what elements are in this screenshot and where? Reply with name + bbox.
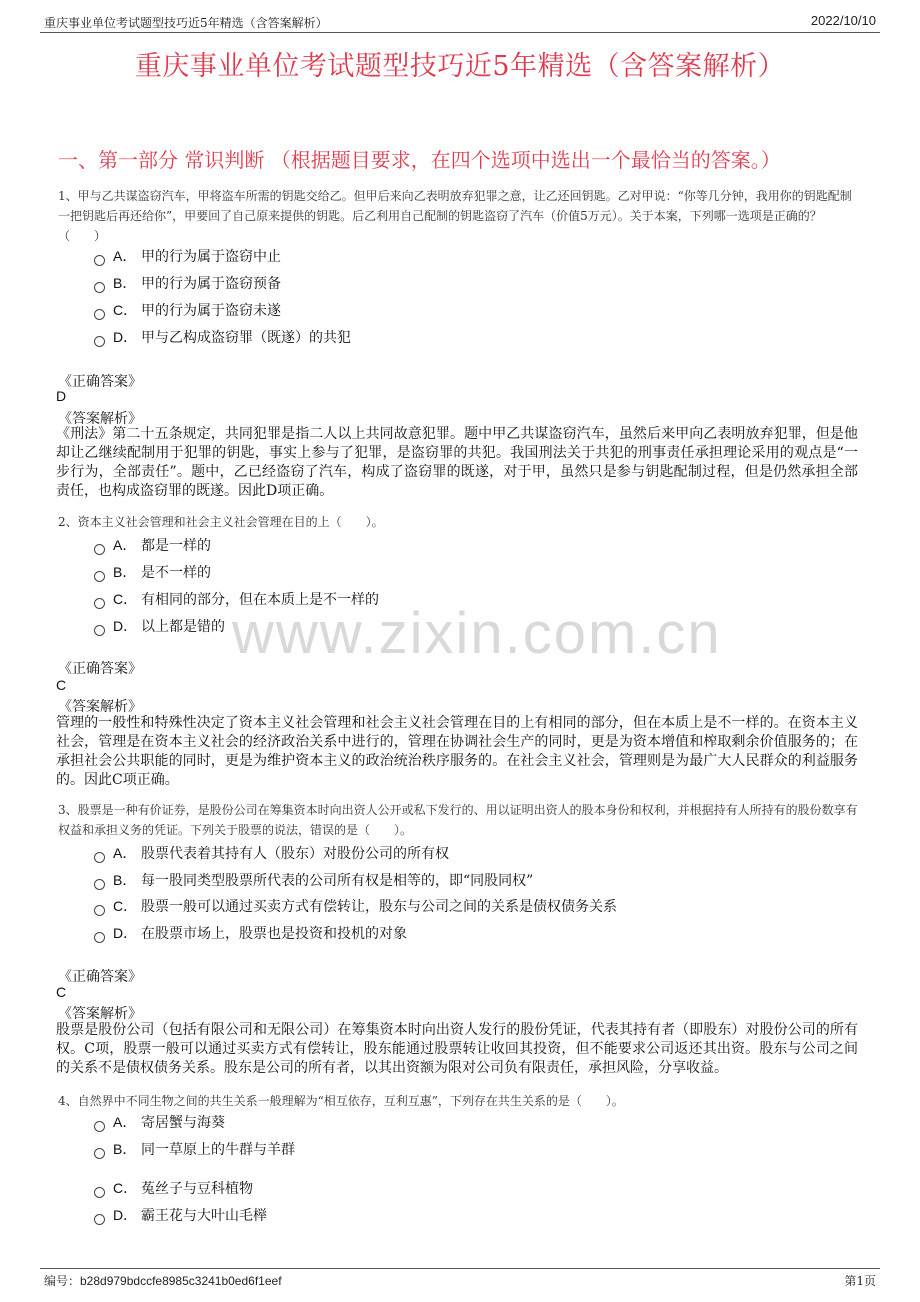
radio-icon[interactable] <box>94 255 105 266</box>
header-doc-title: 重庆事业单位考试题型技巧近5年精选（含答案解析） <box>44 16 328 30</box>
footer-divider <box>40 1268 880 1269</box>
correct-answer: C <box>56 984 67 1000</box>
option-d[interactable]: D． 在股票市场上，股票也是投资和投机的对象 <box>94 923 407 943</box>
radio-icon[interactable] <box>94 879 105 890</box>
analysis-text: 《刑法》第二十五条规定，共同犯罪是指二人以上共同故意犯罪。题中甲乙共谋盗窃汽车，虽然后来甲向乙表明放弃犯罪，但是他却让乙继续配制用于犯罪的钥匙，事实上参与了犯罪，是盗窃罪的共犯。我国刑法关于共犯的刑事责任承担理论采用的观点是“一步行为，全部责任”。题中，乙已经盗窃了汽车，构成了盗窃罪的既遂，对于甲，虽然只是参与钥匙配制过程，但是仍然承担全部责任，也构成盗窃罪的既遂。因此D项正确。 <box>56 426 858 499</box>
option-d[interactable]: D． 霸王花与大叶山毛榉 <box>94 1205 267 1225</box>
option-c[interactable]: C． 甲的行为属于盗窃未遂 <box>94 300 281 320</box>
radio-icon[interactable] <box>94 544 105 555</box>
option-d[interactable]: D． 甲与乙构成盗窃罪（既遂）的共犯 <box>94 327 351 347</box>
watermark: www.zixin.com.cn <box>232 601 722 666</box>
correct-answer-label: 《正确答案》 <box>58 969 142 985</box>
option-c[interactable]: C． 菟丝子与豆科植物 <box>94 1178 253 1198</box>
correct-answer: C <box>56 677 67 693</box>
radio-icon[interactable] <box>94 1148 105 1159</box>
analysis-label: 《答案解析》 <box>58 1006 142 1022</box>
footer-doc-code: 编号：b28d979bdccfe8985c3241b0ed6f1eef <box>44 1274 282 1288</box>
option-b[interactable]: B． 是不一样的 <box>94 562 211 582</box>
correct-answer: D <box>56 388 67 404</box>
option-a[interactable]: A． 甲的行为属于盗窃中止 <box>94 246 281 266</box>
option-a[interactable]: A． 股票代表着其持有人（股东）对股份公司的所有权 <box>94 843 449 863</box>
page-title: 重庆事业单位考试题型技巧近5年精选（含答案解析） <box>134 51 786 82</box>
option-a[interactable]: A． 寄居蟹与海葵 <box>94 1112 225 1132</box>
option-b[interactable]: B． 每一股同类型股票所代表的公司所有权是相等的，即“同股同权” <box>94 870 533 890</box>
option-c[interactable]: C． 有相同的部分，但在本质上是不一样的 <box>94 589 379 609</box>
correct-answer-label: 《正确答案》 <box>58 374 142 390</box>
option-b[interactable]: B． 甲的行为属于盗窃预备 <box>94 273 281 293</box>
question-stem: 4、自然界中不同生物之间的共生关系一般理解为“相互依存，互利互惠”，下列存在共生关系的是（ ）。 <box>58 1094 624 1108</box>
header-divider <box>40 32 880 33</box>
header-date: 2022/10/10 <box>810 13 876 28</box>
correct-answer-label: 《正确答案》 <box>58 661 142 677</box>
analysis-label: 《答案解析》 <box>58 699 142 715</box>
radio-icon[interactable] <box>94 309 105 320</box>
question-stem: 3、股票是一种有价证券，是股份公司在筹集资本时向出资人公开或私下发行的、用以证明出资人的股本身份和权利，并根据持有人所持有的股份数享有权益和承担义务的凭证。下列关于股票的说法，错误的是（ ）。 <box>58 803 858 837</box>
option-c[interactable]: C． 股票一般可以通过买卖方式有偿转让，股东与公司之间的关系是债权债务关系 <box>94 896 617 916</box>
option-d[interactable]: D． 以上都是错的 <box>94 616 225 636</box>
option-b[interactable]: B． 同一草原上的牛群与羊群 <box>94 1139 295 1159</box>
radio-icon[interactable] <box>94 571 105 582</box>
question-stem: 1、甲与乙共谋盗窃汽车，甲将盗车所需的钥匙交给乙。但甲后来向乙表明放弃犯罪之意，让乙还回钥匙。乙对甲说：“你等几分钟，我用你的钥匙配制一把钥匙后再还给你”，甲要回了自己原来提供的钥匙。后乙利用自己配制的钥匙盗窃了汽车（价值5万元）。关于本案，下列哪一选项是正确的？（ ） <box>58 189 852 243</box>
radio-icon[interactable] <box>94 905 105 916</box>
radio-icon[interactable] <box>94 336 105 347</box>
analysis-text: 管理的一般性和特殊性决定了资本主义社会管理和社会主义社会管理在目的上有相同的部分，但在本质上是不一样的。在资本主义社会，管理是在资本主义社会的经济政治关系中进行的，管理在协调社会生产的同时，更是为资本增值和榨取剩余价值服务的；在承担社会公共职能的同时，更是为维护资本主义的政治统治秩序服务的。在社会主义社会，管理则是为最广大人民群众的利益服务的。因此C项正确。 <box>56 715 858 788</box>
question-stem: 2、资本主义社会管理和社会主义社会管理在目的上（ ）。 <box>58 515 384 529</box>
radio-icon[interactable] <box>94 282 105 293</box>
analysis-text: 股票是股份公司（包括有限公司和无限公司）在筹集资本时向出资人发行的股份凭证，代表其持有者（即股东）对股份公司的所有权。C项，股票一般可以通过买卖方式有偿转让，股东能通过股票转让收回其投资，但不能要求公司返还其出资。股东与公司之间的关系不是债权债务关系。股东是公司的所有者，以其出资额为限对公司负有限责任，承担风险，分享收益。 <box>56 1022 858 1076</box>
radio-icon[interactable] <box>94 1187 105 1198</box>
radio-icon[interactable] <box>94 598 105 609</box>
radio-icon[interactable] <box>94 1121 105 1132</box>
section-heading: 一、第一部分 常识判断 （根据题目要求，在四个选项中选出一个最恰当的答案。） <box>58 148 781 172</box>
analysis-label: 《答案解析》 <box>58 411 142 427</box>
radio-icon[interactable] <box>94 852 105 863</box>
radio-icon[interactable] <box>94 1214 105 1225</box>
option-a[interactable]: A． 都是一样的 <box>94 535 211 555</box>
footer-page-number: 第1页 <box>844 1274 876 1288</box>
radio-icon[interactable] <box>94 932 105 943</box>
radio-icon[interactable] <box>94 625 105 636</box>
